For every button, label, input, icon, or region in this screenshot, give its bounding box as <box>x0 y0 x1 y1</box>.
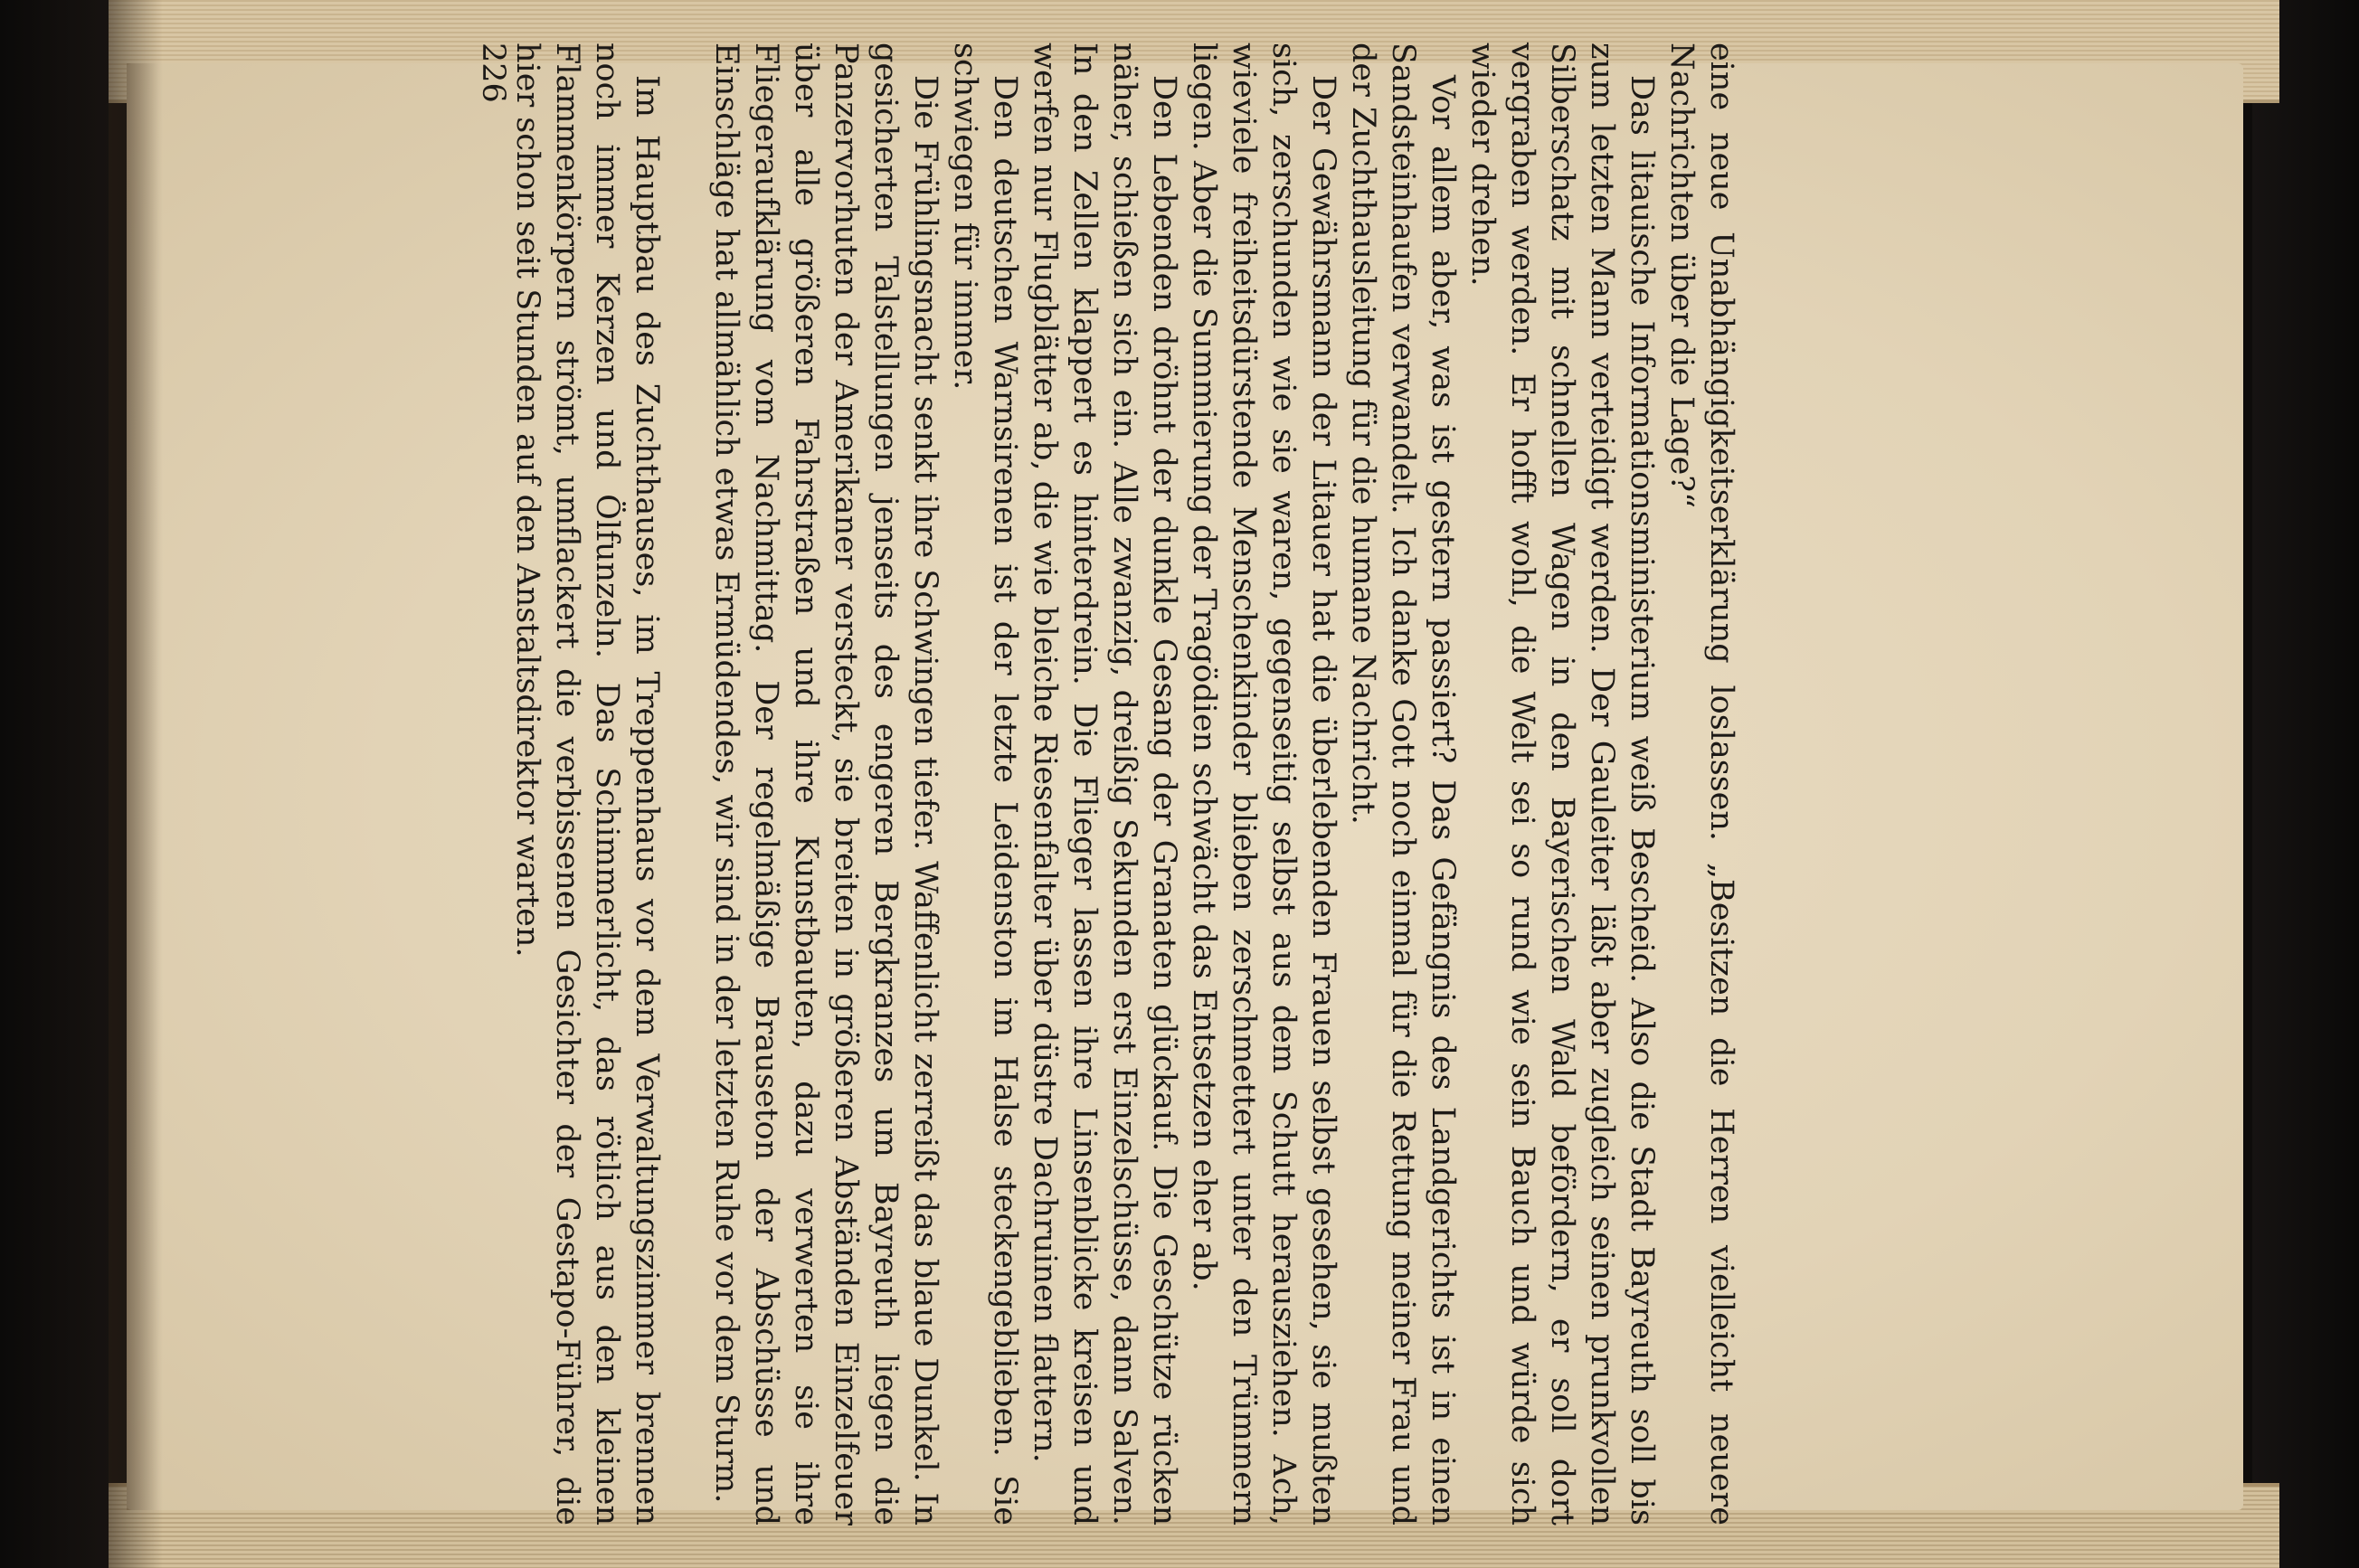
paragraph: Vor allem aber, was ist gestern passiert? Das Gefängnis des Landgerichts ist in einen Sandsteinhaufen verwandelt. Ich danke Gott noch einmal für die Rettung meiner Frau und der Zuchthausleitung für die humane Nachricht. <box>1345 43 1461 1525</box>
paragraph: eine neue Unabhängigkeitserklärung loslassen. „Besitzen die Herren vielleicht neuere Nachrichten über die Lage?“ <box>1663 43 1739 1525</box>
body-text <box>507 43 1741 1525</box>
rotated-page-content <box>430 43 1741 1525</box>
paragraph: Die Frühlingsnacht senkt ihre Schwingen tiefer. Waffenlicht zerreißt das blaue Dunkel. In gesicherten Talstellungen jenseits des engeren Bergkranzes um Bayreuth liegen die Panzervorhuten der Amerikaner versteckt, sie breiten in größeren Abständen Einzelfeuer über alle größeren Fahrstraßen und ihre Kunstbauten, dazu verwerten sie ihre Fliegeraufklärung vom Nachmittag. Der regelmäßige Brauseton der Abschüsse und Einschläge hat allmählich etwas Ermüdendes, wir sind in der letzten Ruhe vor dem Sturm. <box>708 43 943 1525</box>
dark-background-right <box>2252 0 2359 1568</box>
spine-shadow <box>109 0 163 1568</box>
paragraph: Das litauische Informationsministerium weiß Bescheid. Also die Stadt Bayreuth soll bis zum letzten Mann verteidigt werden. Der Gauleiter läßt aber zugleich seinen prunkvollen Silberschatz mit schnellen Wagen in den Bayerischen Wald befördern, er soll dort vergraben werden. Er hofft wohl, die Welt sei so rund wie sein Bauch und würde sich wieder drehen. <box>1464 43 1660 1525</box>
paragraph: Der Gewährsmann der Litauer hat die überlebenden Frauen selbst gesehen, sie mußten sich, zerschunden wie sie waren, gegenseitig selbst aus dem Schutt herausziehen. Ach, wieviele freiheitsdürstende Menschenkinder blieben zerschmettert unter den Trümmern liegen. Aber die Summierung der Tragödien schwächt das Entsetzen eher ab. <box>1186 43 1341 1525</box>
paragraph: Den deutschen Warnsirenen ist der letzte Leidenston im Halse steckengeblieben. Sie schwiegen für immer. <box>947 43 1023 1525</box>
paragraph: Im Hauptbau des Zuchthauses, im Treppenhaus vor dem Verwaltungszimmer brennen noch immer Kerzen und Ölfunzeln. Das Schimmerlicht, das rötlich aus den kleinen Flammenkörpern strömt, umflackert die verbissenen Gesichter der Gestapo-Führer, die hier schon seit Stunden auf den Anstaltsdirektor warten. <box>509 43 665 1525</box>
paragraph: Den Lebenden dröhnt der dunkle Gesang der Granaten glückauf. Die Geschütze rücken näher, schießen sich ein. Alle zwanzig, dreißig Sekunden erst Einzelschüsse, dann Salven. In den Zellen klappert es hinterdrein. Die Flieger lassen ihre Linsenblicke kreisen und werfen nur Flugblätter ab, die wie bleiche Riesenfalter über düstre Dachruinen flattern. <box>1027 43 1182 1525</box>
page-number: 226 <box>475 43 511 103</box>
